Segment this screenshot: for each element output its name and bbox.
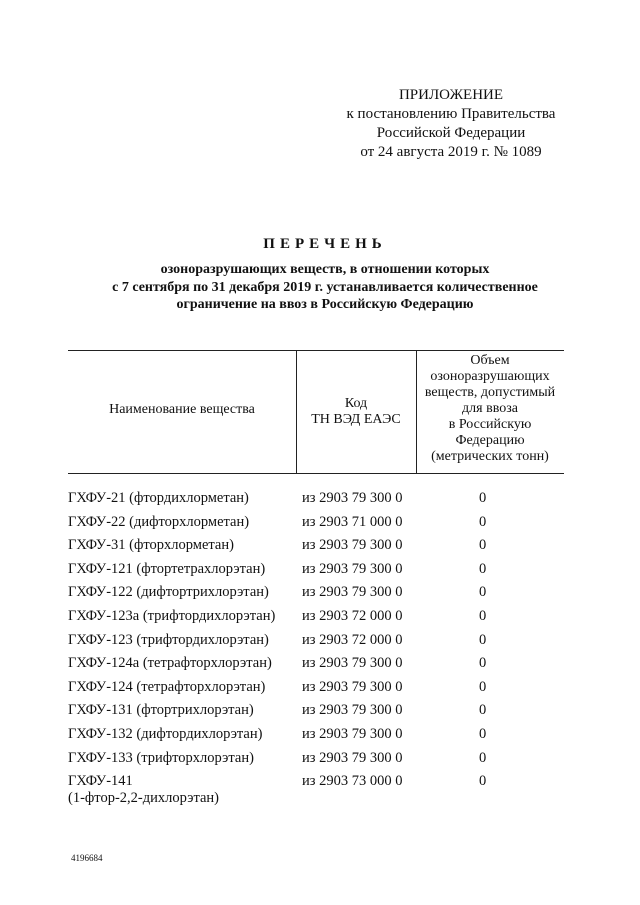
substance-name-line-1: ГХФУ-141 <box>68 773 133 790</box>
header-volume <box>416 353 564 465</box>
allowed-volume: 0 <box>479 773 487 790</box>
header-volume-line-5: в Российскую <box>448 417 532 432</box>
substance-name: ГХФУ-31 (фторхлорметан) <box>68 537 234 554</box>
substance-name: ГХФУ-124 (тетрафторхлорэтан) <box>68 678 266 695</box>
table-row <box>68 655 588 679</box>
header-code <box>296 396 416 428</box>
tnved-code: из 2903 72 000 0 <box>302 631 403 648</box>
table-row <box>68 632 588 656</box>
substance-name-line-2: (1-фтор-2,2-дихлорэтан) <box>68 790 219 807</box>
table-header-bottom-rule <box>68 473 564 474</box>
table-row <box>68 726 588 750</box>
substance-name <box>68 773 300 807</box>
substance-name: ГХФУ-123а (трифтордихлорэтан) <box>68 607 276 624</box>
header-volume-line-3: веществ, допустимый <box>424 385 556 400</box>
appendix-block <box>320 86 582 162</box>
tnved-code: из 2903 79 300 0 <box>302 655 403 672</box>
allowed-volume: 0 <box>479 678 487 695</box>
table-row <box>68 537 588 561</box>
table-row <box>68 679 588 703</box>
substance-name: ГХФУ-132 (дифтордихлорэтан) <box>68 725 263 742</box>
document-title: ПЕРЕЧЕНЬ <box>263 236 387 252</box>
tnved-code: из 2903 71 000 0 <box>302 513 403 530</box>
tnved-code: из 2903 79 300 0 <box>302 725 403 742</box>
substance-name: ГХФУ-123 (трифтордихлорэтан) <box>68 631 269 648</box>
table-row <box>68 608 588 632</box>
header-volume-line-4: для ввоза <box>462 401 518 416</box>
tnved-code: из 2903 72 000 0 <box>302 607 403 624</box>
allowed-volume: 0 <box>479 490 487 506</box>
table-row <box>68 750 588 774</box>
header-substance-name: Наименование вещества <box>109 402 255 417</box>
tnved-code: из 2903 79 300 0 <box>302 584 403 601</box>
appendix-resolution: к постановлению Правительства <box>346 106 556 122</box>
subtitle-line-2: с 7 сентября по 31 декабря 2019 г. устанавливается количественное <box>112 279 538 295</box>
allowed-volume: 0 <box>479 725 487 742</box>
substance-name: ГХФУ-121 (фтортетрахлорэтан) <box>68 560 266 577</box>
substance-name: ГХФУ-122 (дифтортрихлорэтан) <box>68 584 269 601</box>
table-body <box>68 490 588 813</box>
document-id: 4196684 <box>71 853 103 863</box>
tnved-code: из 2903 79 300 0 <box>302 537 403 554</box>
allowed-volume: 0 <box>479 584 487 601</box>
appendix-country: Российской Федерации <box>376 125 526 141</box>
header-volume-line-7: (метрических тонн) <box>431 449 549 464</box>
header-code-line-1: Код <box>344 396 368 411</box>
table-row <box>68 773 588 813</box>
substance-name: ГХФУ-21 (фтордихлорметан) <box>68 490 249 506</box>
tnved-code: из 2903 79 300 0 <box>302 560 403 577</box>
tnved-code: из 2903 73 000 0 <box>302 773 403 790</box>
substance-name: ГХФУ-124а (тетрафторхлорэтан) <box>68 655 272 672</box>
substance-name: ГХФУ-131 (фтортрихлорэтан) <box>68 702 254 719</box>
allowed-volume: 0 <box>479 702 487 719</box>
subtitle-line-1: озоноразрушающих веществ, в отношении которых <box>160 262 490 277</box>
table-row <box>68 514 588 538</box>
appendix-title: ПРИЛОЖЕНИЕ <box>398 87 504 103</box>
header-code-line-2: ТН ВЭД ЕАЭС <box>311 412 401 427</box>
appendix-date-number: от 24 августа 2019 г. № 1089 <box>360 144 542 160</box>
tnved-code: из 2903 79 300 0 <box>302 702 403 719</box>
allowed-volume: 0 <box>479 537 487 554</box>
header-volume-line-1: Объем <box>470 353 510 368</box>
allowed-volume: 0 <box>479 607 487 624</box>
allowed-volume: 0 <box>479 513 487 530</box>
header-volume-line-2: озоноразрушающих <box>430 369 550 384</box>
substance-name: ГХФУ-133 (трифторхлорэтан) <box>68 749 254 766</box>
tnved-code: из 2903 79 300 0 <box>302 678 403 695</box>
table-row <box>68 584 588 608</box>
allowed-volume: 0 <box>479 655 487 672</box>
allowed-volume: 0 <box>479 560 487 577</box>
header-volume-line-6: Федерацию <box>455 433 525 448</box>
tnved-code: из 2903 79 300 0 <box>302 490 403 506</box>
substance-name: ГХФУ-22 (дифторхлорметан) <box>68 513 250 530</box>
allowed-volume: 0 <box>479 631 487 648</box>
table-top-rule <box>68 350 564 351</box>
table-row <box>68 490 588 514</box>
table-row <box>68 702 588 726</box>
allowed-volume: 0 <box>479 749 487 766</box>
document-heading <box>60 236 590 314</box>
table-row <box>68 561 588 585</box>
subtitle-line-3: ограничение на ввоз в Российскую Федерацию <box>176 297 474 312</box>
tnved-code: из 2903 79 300 0 <box>302 749 403 766</box>
